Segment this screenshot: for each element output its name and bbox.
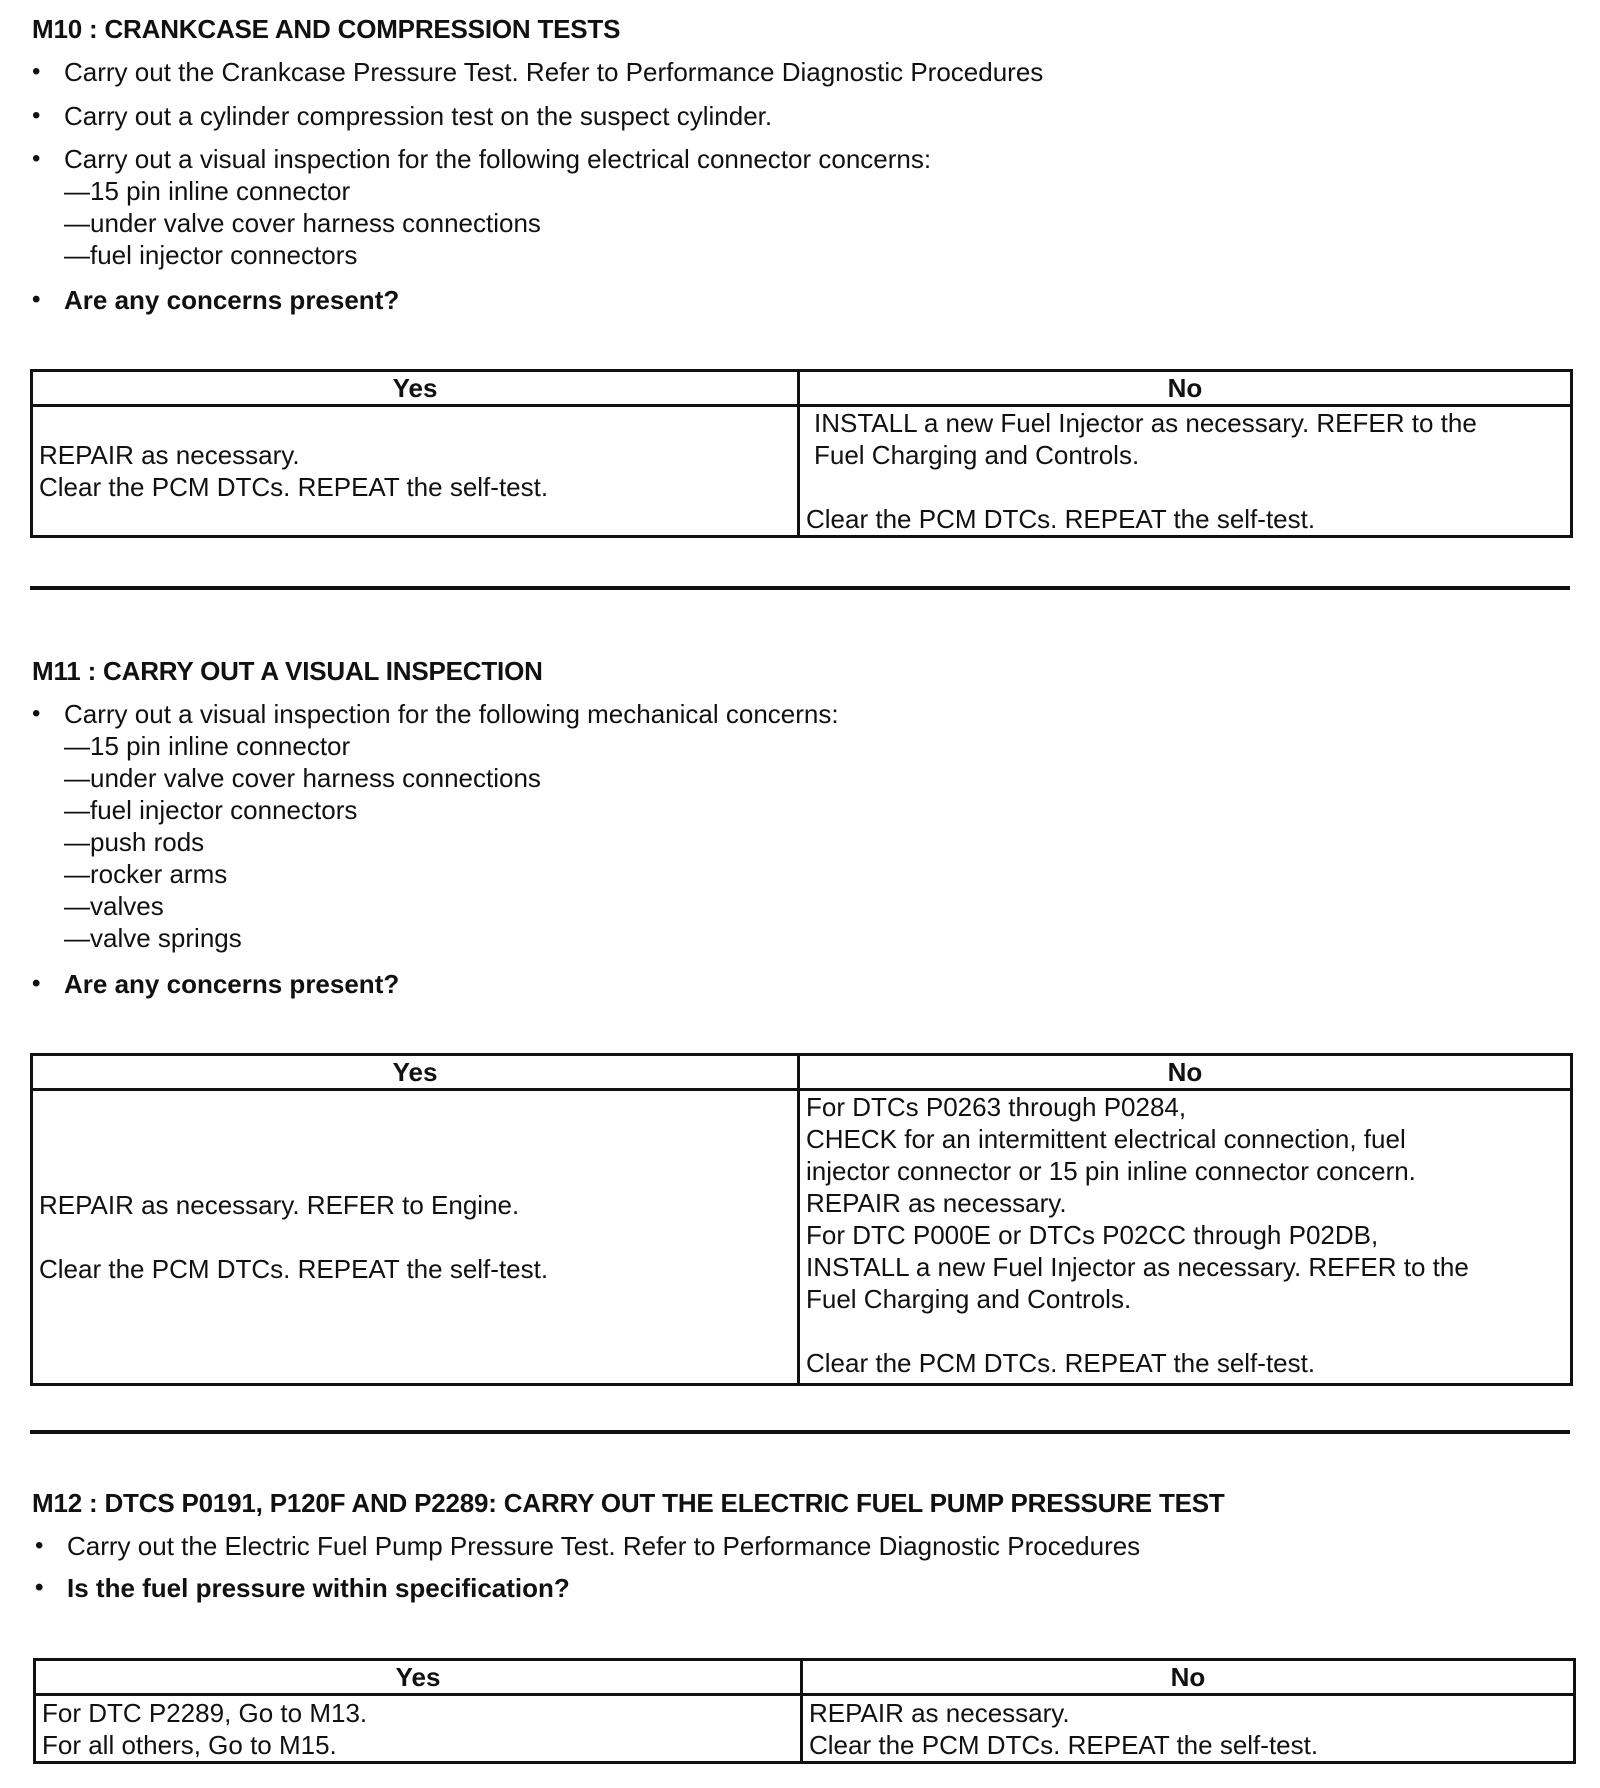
no-cell [802, 1695, 1575, 1763]
no-header: No [799, 371, 1572, 406]
section-title-m12: M12 : DTCS P0191, P120F AND P2289: CARRY OUT THE ELECTRIC FUEL PUMP PRESSURE TEST [32, 1488, 1225, 1518]
yes-header: Yes [32, 1055, 799, 1090]
cell-line: For all others, Go to M15. [42, 1729, 337, 1760]
cell-line: REPAIR as necessary. [806, 1188, 1067, 1218]
cell-line: For DTC P000E or DTCs P02CC through P02DB, [806, 1220, 1379, 1250]
cell-line: Clear the PCM DTCs. REPEAT the self-test. [806, 504, 1316, 534]
no-cell [799, 406, 1572, 537]
yes-no-table-m12 [33, 1658, 1576, 1764]
cell-line: INSTALL a new Fuel Injector as necessary. REFER to the [814, 408, 1477, 438]
cell-line: Clear the PCM DTCs. REPEAT the self-test. [39, 472, 549, 502]
sub-item: —under valve cover harness connections [64, 763, 541, 793]
bullet-item: • Carry out a cylinder compression test on the suspect cylinder. [32, 100, 772, 132]
cell-line: REPAIR as necessary. [809, 1697, 1070, 1728]
no-header: No [799, 1055, 1572, 1090]
yes-no-table-m10 [30, 369, 1573, 538]
section-divider [30, 586, 1570, 590]
cell-line: Clear the PCM DTCs. REPEAT the self-test. [809, 1729, 1319, 1760]
yes-no-table-m11 [30, 1053, 1573, 1386]
bullet-item: • Carry out the Crankcase Pressure Test. Refer to Performance Diagnostic Procedures [32, 56, 1043, 88]
yes-cell [35, 1695, 802, 1763]
sub-item: —push rods [64, 827, 205, 857]
bullet-text: • Carry out a visual inspection for the following mechanical concerns: [64, 699, 839, 729]
cell-line: CHECK for an intermittent electrical connection, fuel [806, 1124, 1406, 1154]
bullet-text: • Carry out a visual inspection for the following electrical connector concerns: [64, 144, 932, 174]
sub-item: —valves [64, 891, 164, 921]
cell-line: injector connector or 15 pin inline connector concern. [806, 1156, 1416, 1186]
cell-line: For DTC P2289, Go to M13. [42, 1697, 368, 1728]
yes-cell [32, 406, 799, 537]
section-divider [30, 1430, 1570, 1434]
question: • Are any concerns present? [32, 968, 399, 1000]
sub-item: —fuel injector connectors [64, 795, 358, 825]
yes-header: Yes [32, 371, 799, 406]
sub-item: —under valve cover harness connections [64, 208, 541, 238]
no-cell [799, 1090, 1572, 1385]
question: • Are any concerns present? [32, 284, 399, 316]
cell-line: Fuel Charging and Controls. [814, 440, 1140, 470]
sub-item: —valve springs [64, 923, 242, 953]
yes-header: Yes [35, 1660, 802, 1695]
question: • Is the fuel pressure within specification? [35, 1572, 570, 1604]
cell-line: REPAIR as necessary. REFER to Engine. [39, 1190, 520, 1220]
cell-line: INSTALL a new Fuel Injector as necessary. REFER to the [806, 1252, 1469, 1282]
cell-line: For DTCs P0263 through P0284, [806, 1092, 1187, 1122]
bullet-item: • Carry out the Electric Fuel Pump Pressure Test. Refer to Performance Diagnostic Procedures [35, 1530, 1140, 1562]
sub-item: —rocker arms [64, 859, 228, 889]
cell-line: Clear the PCM DTCs. REPEAT the self-test. [806, 1348, 1316, 1378]
bullet-item [32, 143, 931, 271]
cell-line: Clear the PCM DTCs. REPEAT the self-test. [39, 1254, 549, 1284]
section-title-m10: M10 : CRANKCASE AND COMPRESSION TESTS [32, 14, 621, 44]
sub-item: —fuel injector connectors [64, 240, 358, 270]
no-header: No [802, 1660, 1575, 1695]
cell-line: REPAIR as necessary. [39, 440, 300, 470]
sub-item: —15 pin inline connector [64, 176, 351, 206]
sub-item: —15 pin inline connector [64, 731, 351, 761]
section-title-m11: M11 : CARRY OUT A VISUAL INSPECTION [32, 656, 543, 686]
bullet-item [32, 698, 839, 954]
cell-line: Fuel Charging and Controls. [806, 1284, 1132, 1314]
yes-cell [32, 1090, 799, 1385]
